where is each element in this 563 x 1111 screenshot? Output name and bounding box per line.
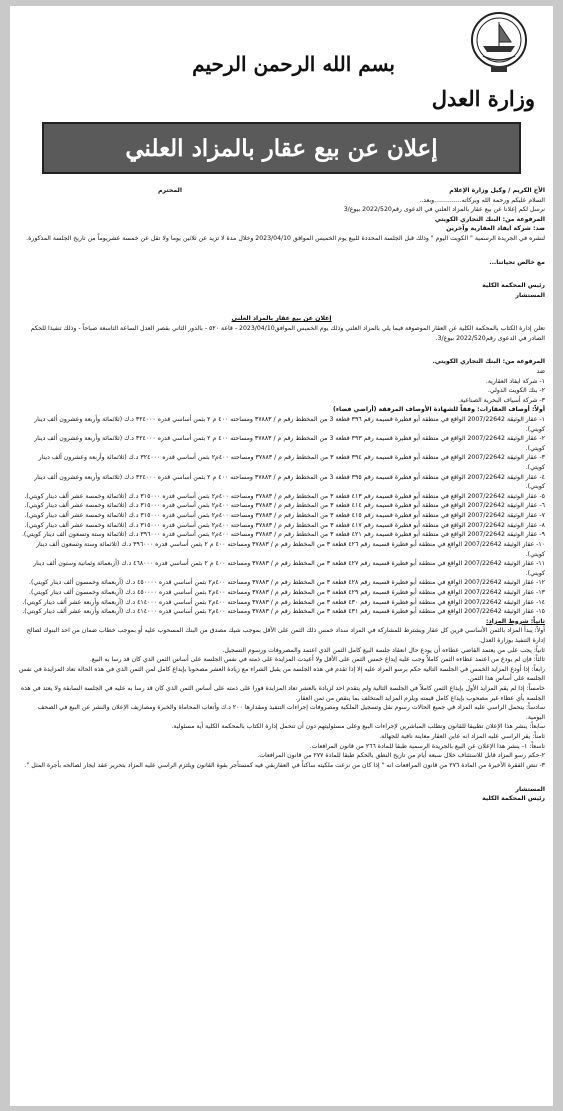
condition-item: ٢-حكم رسو المزاد قابل للاستئناف خلال سبعة أيام من تاريخ النطق بالحكم طبقا للمادة ٢٧٧ من قانون المرافعات. <box>257 752 545 760</box>
condition-item: أولاً: يبدأ المزاد بالثمن الأساسي قرين كل عقار ويشترط للمشاركة في المزاد سداد خمس ذلك الثمن على الأقل بموجب شيك مصدق من البنك المسحوب عليه أو بموجب خطاب ضمان من احد البنوك لصالح إدارة التنفيذ بوزارة العدل. <box>26 627 545 644</box>
condition-item: خامساً: إذا لم يقم المزايد الأول بإيداع الثمن كاملاً في الجلسة التالية ولم يتقدم احد لزيادة بالعشر تعاد المزايدة فورا على ذمته على أساس الثمن الذي كان قد رسا به عليه في الجلسة السابقة ولا يعتد في هذه الجلسة بأي عطاء غير مصحوب بإيداع كامل قيمته ويلزم المزايد المتخلف بما ينقص من ثمن العقار. <box>20 685 545 702</box>
property-item: ١- عقار الوثيقة 2007/22642 الواقع في منطقة أبو فطيرة قسيمة رقم ٣٩٦ قطعة 3 من المخطط رقم م / ٣٧٨٨٣ ومساحته ٤٠٠ م ٢ بثمن أساسي قدره ٣٢٤٠٠٠ د.ك (ثلاثمائة وأربعة وعشرون ألف دينار كويتي). <box>34 415 545 433</box>
notice-intro: تعلن إدارة الكتاب بالمحكمة الكلية عن العقار الموصوفة فيما يلي بالمزاد العلني وذلك يوم الخميس الموافق2023/04/10 - قاعة ٥٢٠ - بالدور الثاني بقصر العدل الساعة التاسعة صباحاً - وذلك تنفيذا للحكم الصادر في الدعوى رقم2022/520 بيوع/3. <box>30 325 545 342</box>
title-banner <box>42 122 521 174</box>
condition-item: ٣- تنص الفقرة الأخيرة من المادة ٢٧٦ من قانون المرافعات انه " إذا كان من نزعت ملكيته ساكناً في العقاربقي فيه كمستأجر بقوة القانون ويلتزم الراسي عليه المزاد بتحرير عقد ايجار لصالحه بأجرة المثل ". <box>24 761 545 769</box>
letter-send: نرسل لكم إعلانا عن بيع عقار بالمزاد العلني في الدعوى رقم2022/520 بيوع/3 <box>343 206 545 214</box>
property-item: ٢- عقار الوثيقة 2007/22642 الواقع في منطقة أبو فطيرة قسيمة رقم ٣٩٣ قطعة 3 من المخطط رقم م / ٣٧٨٨٣ ومساحته ٤٠٠ م ٢ بثمن أساسي قدره ٣٢٤٠٠٠ د.ك (ثلاثمائة وأربعة وعشرون ألف دينار كويتي). <box>34 435 545 452</box>
notice-plaintiff: المرفوعة من: البنك التجاري الكويتي. <box>432 358 545 366</box>
condition-item: تاسعاً: ١- ينشر هذا الإعلان عن البيع بالجريدة الرسمية طبقا للمادة ٢٦٦ من قانون المرافعات. <box>309 742 545 750</box>
property-item: ١٢- عقار الوثيقة 2007/22642 الواقع في منطقة أبو فطيرة قسيمة رقم ٤٢٨ قطعة ٣ من المخطط رقم م / ٣٧٨٨٣ ومساحته ٤٠٠م٢ بثمن أساسي قدره ٤٥٠٠٠٠ د.ك (أربعمائة وخمسون ألف دينار كويتي). <box>28 579 545 587</box>
conditions-heading: ثانياً: شروط المزاد: <box>485 617 545 625</box>
property-item: ١٠- عقار الوثيقة 2007/22642 الواقع في منطقة أبو فطيرة قسيمة رقم ٤٢٦ قطعة ٣ من المخطط رقم م / ٣٧٨٨٣ ومساحته ٤٠٠ م ٢ بثمن أساسي قدره ٣٩٦٠٠٠ د.ك (ثلاثمائة وستة وتسعون ألف دينار كويتي). <box>35 540 545 558</box>
property-item: ١٥- عقار الوثيقة 2007/22642 الواقع في منطقة أبو فطيرة قسيمة رقم ٤٣١ قطعة ٣ من المخطط رقم م / ٣٧٨٨٣ ومساحته ٤٠٠م٢ بثمن أساسي قدره ٤١٤٠٠٠ د.ك (أربعمائة وأربعة عشر ألف دينار كويتي). <box>22 608 545 616</box>
ministry-name: وزارة العدل <box>431 86 535 111</box>
cover-letter <box>18 186 545 300</box>
letter-plaintiff: المرفوعة من: البنك التجاري الكويتي <box>434 215 545 223</box>
property-item: ٥- عقار الوثيقة 2007/22642 الواقع في منطقة أبو فطيرة قسيمة رقم ٤١٣ قطعة ٣ من المخطط رقم م / ٣٧٨٨٣ ومساحته ٤٠٠م٢ بثمن أساسي قدره ٣١٥٠٠٠ د.ك (ثلاثمائة وخمسة عشر ألف دينار كويتي). <box>24 492 545 500</box>
letter-defendant: ضد: شركة ايفاد العقارية وآخرين <box>446 225 545 233</box>
property-item: ٨- عقار الوثيقة 2007/22642 الواقع في منطقة أبو فطيرة قسيمة رقم ٤١٧ قطعة ٣ من المخطط رقم م / ٣٧٨٨٣ ومساحته ٤٠٠م٢ بثمن أساسي قدره ٣١٥٠٠٠ د.ك (ثلاثمائة وخمسة عشر ألف دينار كويتي). <box>24 521 545 529</box>
notice-against: ضد <box>536 367 545 375</box>
document-page <box>10 6 553 1106</box>
condition-item: ثانياً: يجب على من يعتمد القاضي عطاءه أن يودع حال انعقاد جلسة البيع كامل الثمن الذي اعتمد والمصروفات ورسوم التسجيل. <box>222 646 545 654</box>
bismillah-heading: بسم الله الرحمن الرحيم <box>192 52 395 76</box>
letter-recipient: الأخ الكريم / وكيل وزارة الإعلام <box>449 187 545 194</box>
letter-sign-title: رئيس المحكمة الكلية <box>482 282 545 290</box>
notice-sign-title: رئيس المحكمة الكلية <box>482 795 545 803</box>
auction-notice <box>18 314 545 803</box>
condition-item: سادساً: يتحمل الراسي عليه المزاد في جميع الحالات رسوم نقل وتسجيل الملكية ومصروفات إجراءات التنفيذ ومقدارها ٢٠٠ د.ك وأتعاب المحاماة والخبرة ومصاريف الإعلان والنشر عن البيع في الصحف اليومية. <box>37 704 545 721</box>
notice-title: إعلان عن بيع عقار بالمزاد العلني <box>125 134 438 162</box>
condition-item: سابعاً: ينشر هذا الإعلان تطبيقا للقانون وتطلب المباشرين لإجراءات البيع وعلى مسئوليتهم دون أن تتحمل إدارة الكتاب بالمحكمة الكلية أية مسئولية. <box>171 723 545 731</box>
letterhead <box>18 6 545 116</box>
letter-greeting: السلام عليكم ورحمة الله وبركاته..............وبعد.. <box>419 196 545 204</box>
letter-sign-name: المستشار <box>515 291 545 299</box>
property-item: ٩- عقار الوثيقة 2007/22642 الواقع في منطقة أبو فطيرة قسيمة رقم ٤٢١ قطعة ٣ من المخطط رقم م / ٣٧٨٨٣ ومساحته ٤٠٠م٢ بثمن أساسي قدره ٣٩٦٠٠٠ د.ك (ثلاثمائة وستة وتسعون ألف دينار كويتي). <box>21 531 545 539</box>
defendant-item: ١- شركة ايفاد العقارية. <box>485 377 545 385</box>
property-item: ١٣- عقار الوثيقة 2007/22642 الواقع في منطقة أبو فطيرة قسيمة رقم ٤٢٩ قطعة ٣ من المخطط رقم م / ٣٧٨٨٣ ومساحته ٤٠٠م٢ بثمن أساسي قدره ٤٥٠٠٠٠ د.ك (أربعمائة وخمسون ألف دينار كويتي). <box>28 588 545 596</box>
notice-sign-name: المستشار <box>515 785 545 793</box>
condition-item: رابعاً: إذا أودع المزايد الخمس في الجلسة التالية حكم برسو المزاد عليه إلا إذا تقدم في هذه الجلسة من يقبل الشراء مع زيادة العشر مصحوبا بإيداع كامل لمن الثمن الذي في هذه الحالة تعاد المزايدة في نفس الجلسة على أساس هذا الثمن. <box>18 665 545 683</box>
defendant-item: ٣- شركة أسياف البحرية الصناعية. <box>458 396 545 404</box>
property-item: ٦- عقار الوثيقة 2007/22642 الواقع في منطقة أبو فطيرة قسيمة رقم ٤١٤ قطعة ٣ من المخطط رقم م / ٣٧٨٨٣ ومساحته ٤٠٠م٢ بثمن أساسي قدره ٣١٥٠٠٠ د.ك (ثلاثمائة وخمسة عشر ألف دينار كويتي). <box>24 502 545 510</box>
property-item: ١١- عقار الوثيقة 2007/22642 الواقع في منطقة أبو فطيرة قسيمة رقم ٤٢٧ قطعة ٣ من المخطط رقم م / ٣٧٨٨٣ ومساحته ٤٠٠ م ٢ بثمن أساسي قدره ٤٦٨٠٠٠ د.ك (أربعمائة وثمانية وستون ألف دينار كويتي). <box>33 560 545 577</box>
property-item: ٣- عقار الوثيقة 2007/22642 الواقع في منطقة أبو فطيرة قسيمة رقم ٣٩٤ قطعة ٣ من المخطط رقم م / ٣٧٨٨٣ ومساحته ٤٠٠م٢ بثمن أساسي قدره ٣٢٤٠٠٠ د.ك (ثلاثمائة وأربعة وعشرون ألف دينار كويتي). <box>38 454 545 472</box>
letter-regards: مع خالص تحياتنا... <box>489 258 545 266</box>
property-item: ٤- عقار الوثيقة 2007/22642 الواقع في منطقة أبو فطيرة قسيمة رقم ٣٩٥ قطعة 3 من المخطط رقم م / ٣٧٨٨٣ ومساحته ٤٠٠ م ٢ بثمن أساسي قدره ٣٢٤٠٠٠ د.ك (ثلاثمائة وأربعة وعشرون ألف دينار كويتي). <box>34 473 545 491</box>
property-item: ٧- عقار الوثيقة 2007/22642 الواقع في منطقة أبو فطيرة قسيمة رقم ٤١٥ قطعة ٣ من المخطط رقم م / ٣٧٨٨٣ ومساحته ٤٠٠م٢ بثمن أساسي قدره ٣١٥٠٠٠ د.ك (ثلاثمائة وخمسة عشر ألف دينار كويتي). <box>24 512 545 520</box>
property-item: ١٤- عقار الوثيقة 2007/22642 الواقع في منطقة أبو فطيرة قسيمة رقم ٤٣٠ قطعة ٣ من المخطط رقم م / ٣٧٨٨٣ ومساحته ٤٠٠م٢ بثمن أساسي قدره ٤١٤٠٠٠ د.ك (أربعمائة وأربعة عشر ألف دينار كويتي). <box>22 598 545 606</box>
condition-item: ثالثاً: فإن لم يودع من اعتمد عطاءه الثمن كاملاً وجب عليه إيداع خمس الثمن على الأقل ولا أعيدت المزايدة على ذمته في نفس الجلسة على أساس الثمن الذي كان قد رسا به البيع. <box>89 656 545 664</box>
kuwait-emblem-icon <box>469 10 529 74</box>
notice-heading: إعلان عن بيع عقار بالمزاد العلني <box>231 315 332 323</box>
condition-item: ثامناً: يقر الراسي عليه المزاد انه عاين العقار معاينة نافية للجهالة. <box>379 733 545 741</box>
defendant-item: ٢- بنك الكويت الدولي. <box>487 387 545 395</box>
letter-respected: المحترم <box>158 187 182 194</box>
letter-publish: لنشره في الجريدة الرسمية " الكويت اليوم " وذلك قبل الجلسة المحددة للبيع يوم الخميس الموافق 2023/04/10 وخلال مدة لا تزيد عن ثلاثين يوما ولا تقل عن خمسة عشريوماً من تاريخ الجلسة المذكورة. <box>26 235 545 243</box>
properties-heading: أولاً: أوصاف العقارات: وفقاً للشهادة الأوصاف المرفقة (أراضي فضاء) <box>333 406 545 414</box>
